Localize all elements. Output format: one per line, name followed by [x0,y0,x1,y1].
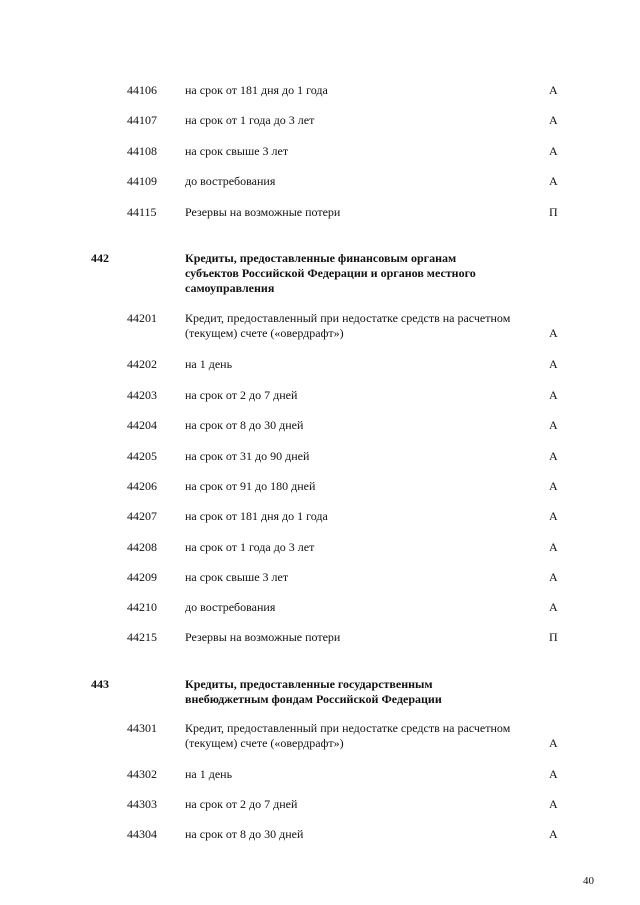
account-code: 44210 [127,600,157,614]
account-description: на 1 день [185,357,233,371]
account-code: 44303 [127,797,157,811]
account-code: 44202 [127,357,157,371]
account-description: до востребования [185,174,276,188]
account-type: А [549,827,558,841]
account-code: 44109 [127,174,157,188]
account-description: на срок от 1 года до 3 лет [185,113,315,127]
account-type: А [549,388,558,402]
account-code: 44207 [127,509,157,523]
section-title: Кредиты, предоставленные финансовым органам субъектов Российской Федерации и органов местного самоуправления [185,251,476,295]
account-type: А [549,418,558,432]
account-description: на срок от 2 до 7 дней [185,388,298,402]
page-number: 40 [583,875,594,887]
account-description: на срок свыше 3 лет [185,570,289,584]
account-code: 44203 [127,388,157,402]
account-code: 44115 [127,205,157,219]
account-type: А [549,600,558,614]
account-type: А [549,144,558,158]
account-type: А [549,357,558,371]
account-description: на срок от 181 дня до 1 года [185,83,328,97]
account-description: на срок от 1 года до 3 лет [185,540,315,554]
account-code: 44205 [127,449,157,463]
account-type: П [549,205,558,219]
account-description: на срок от 181 дня до 1 года [185,509,328,523]
section-title: Кредиты, предоставленные государственным внебюджетным фондам Российской Федерации [185,677,442,706]
account-code: 44304 [127,827,157,841]
account-code: 44209 [127,570,157,584]
account-code: 44107 [127,113,157,127]
account-description: на срок от 8 до 30 дней [185,418,304,432]
account-type: А [549,479,558,493]
account-code: 44204 [127,418,157,432]
account-type: А [549,736,558,750]
account-description: на срок от 31 до 90 дней [185,449,310,463]
account-description: Кредит, предоставленный при недостатке средств на расчетном (текущем) счете («овердрафт») [185,721,511,750]
account-type: А [549,570,558,584]
account-description: Кредит, предоставленный при недостатке средств на расчетном (текущем) счете («овердрафт») [185,311,511,340]
account-description: Резервы на возможные потери [185,630,341,644]
account-code: 44106 [127,83,157,97]
account-type: А [549,449,558,463]
account-description: на 1 день [185,767,233,781]
account-description: на срок от 91 до 180 дней [185,479,316,493]
account-type: П [549,630,558,644]
account-code: 44201 [127,311,157,325]
account-type: А [549,113,558,127]
account-type: А [549,540,558,554]
account-description: до востребования [185,600,276,614]
account-code: 44302 [127,767,157,781]
account-description: на срок от 2 до 7 дней [185,797,298,811]
account-type: А [549,767,558,781]
account-type: А [549,326,558,340]
account-description: Резервы на возможные потери [185,205,341,219]
account-code: 44301 [127,721,157,735]
account-description: на срок свыше 3 лет [185,144,289,158]
account-code: 44208 [127,540,157,554]
account-code: 44215 [127,630,157,644]
account-type: А [549,83,558,97]
account-description: на срок от 8 до 30 дней [185,827,304,841]
section-code: 442 [91,251,109,265]
account-type: А [549,797,558,811]
section-code: 443 [91,677,109,691]
account-code: 44108 [127,144,157,158]
account-code: 44206 [127,479,157,493]
account-type: А [549,509,558,523]
account-type: А [549,174,558,188]
